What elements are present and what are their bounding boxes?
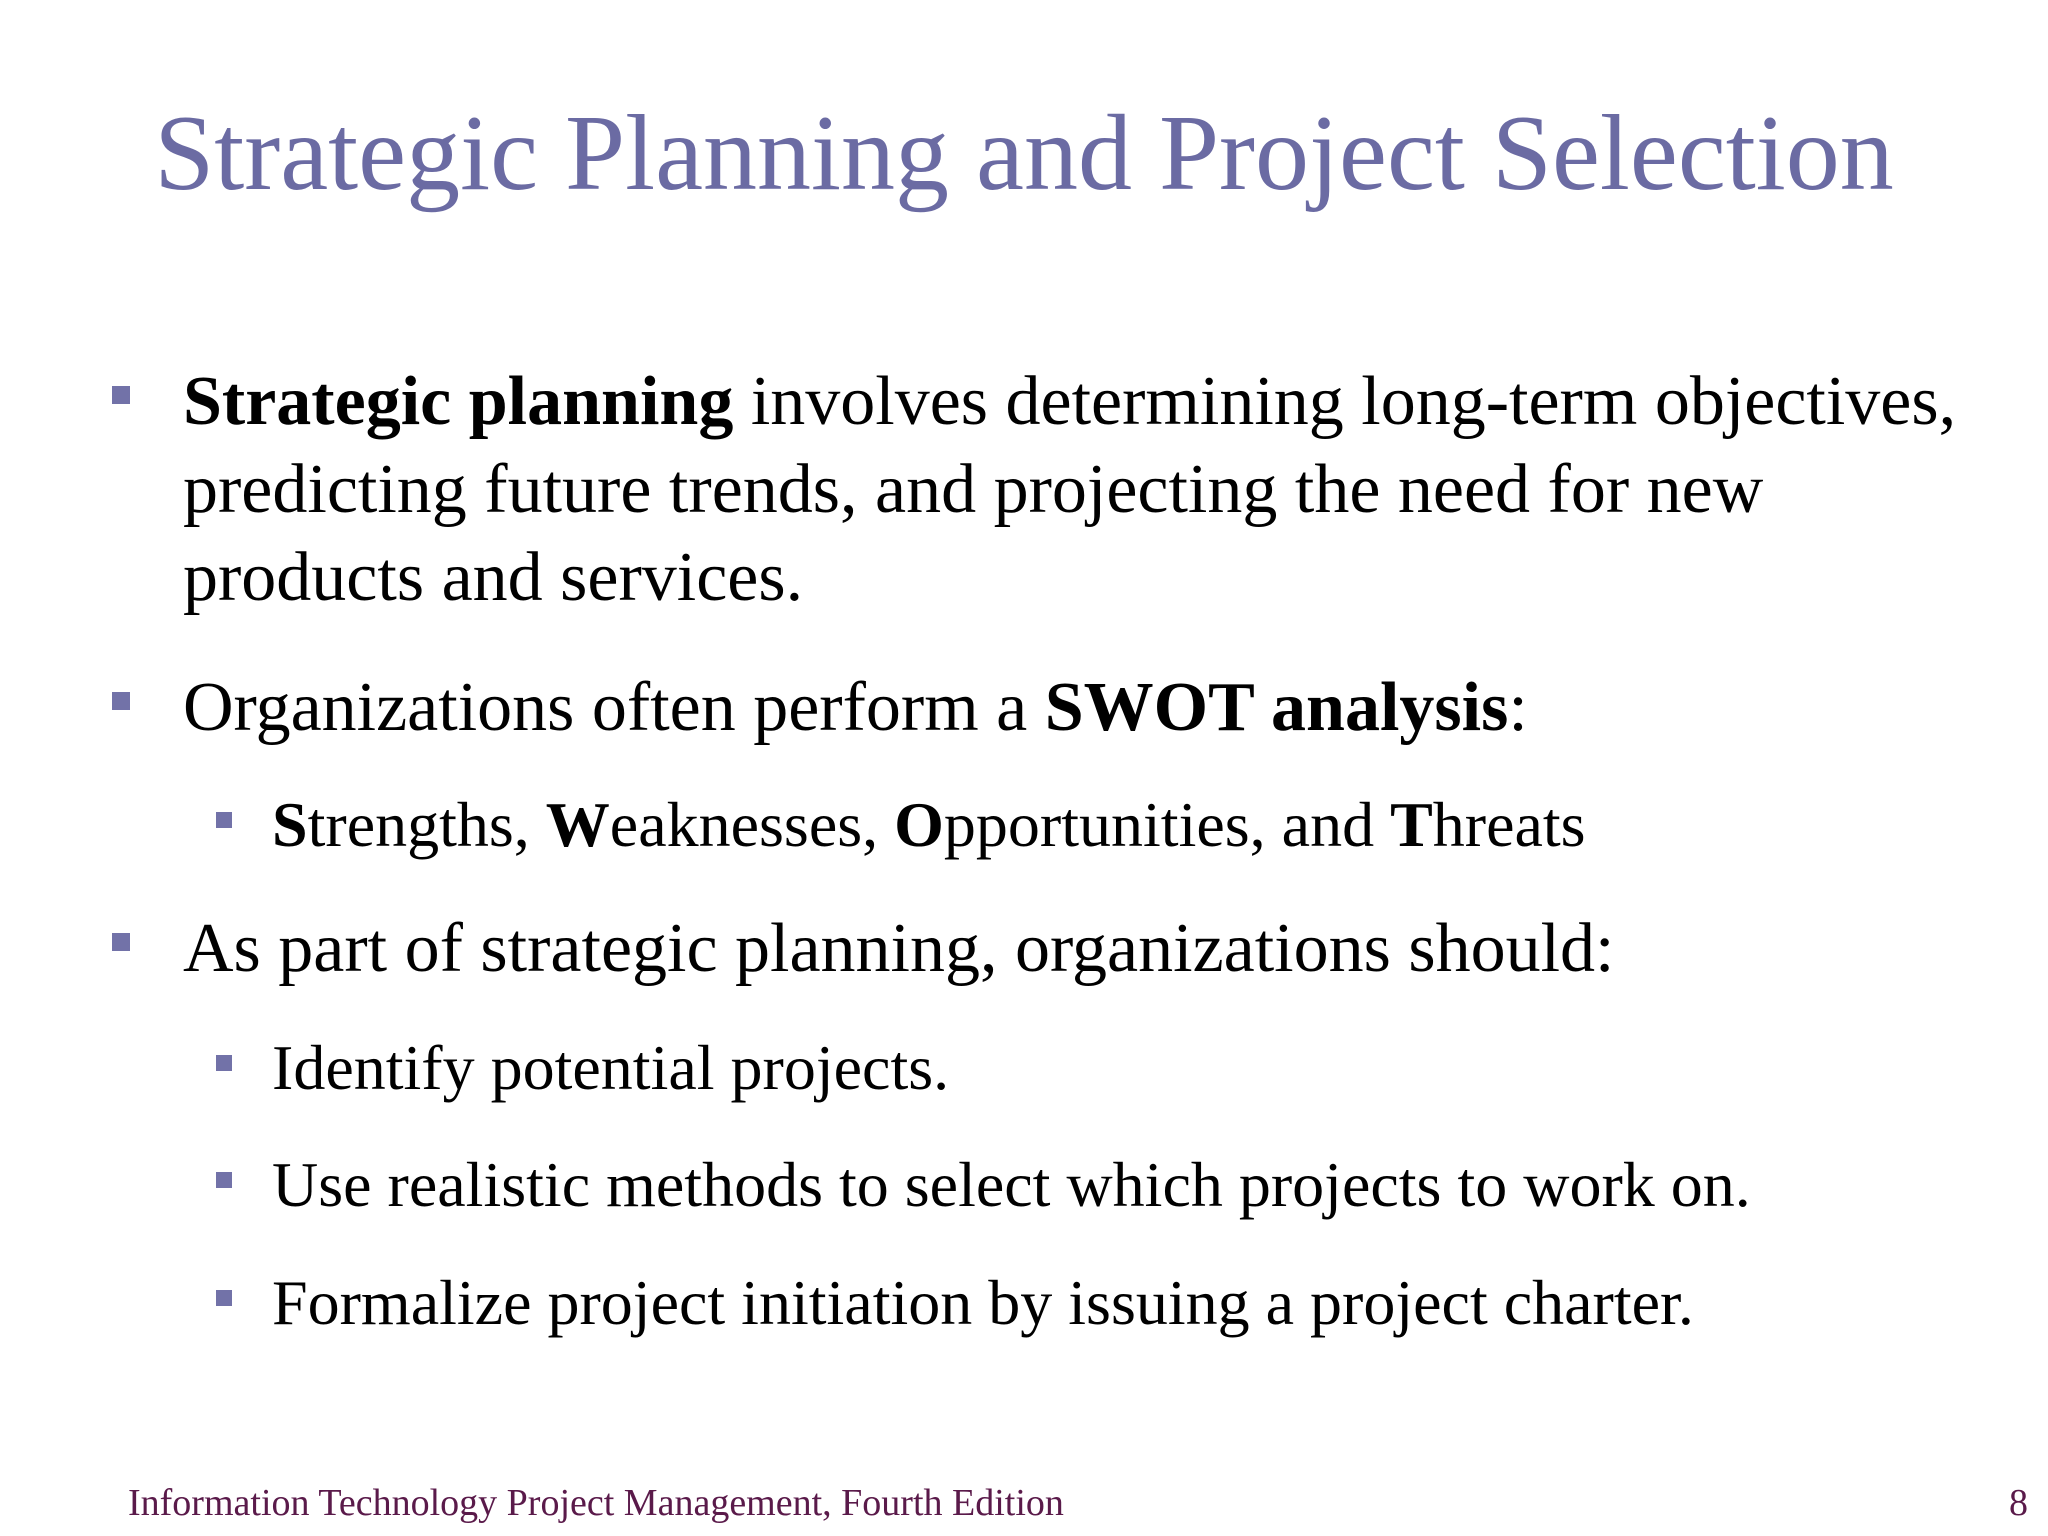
sub-bullet-square-icon [216, 1172, 232, 1188]
sub-bullet-identify: Identify potential projects. [272, 1032, 950, 1103]
bullet-square-icon [112, 933, 130, 951]
sub-bullet-select: Use realistic methods to select which projects to work on. [272, 1149, 1751, 1220]
sub-bullet-formalize: Formalize project initiation by issuing a project charter. [272, 1267, 1694, 1338]
bullet-1-body: involves determining long-term objectives, predicting future trends, and projecting the need for new products and services. [183, 363, 1957, 616]
bullet-square-icon [112, 692, 130, 710]
swot-o: O [894, 789, 944, 860]
swot-sub-bullet-text [272, 785, 1586, 865]
swot-w: W [545, 789, 610, 860]
bullet-1-text [183, 358, 1983, 622]
bullet-2-pre: Organizations often perform a [183, 669, 1045, 746]
bullet-2-text [183, 664, 1528, 752]
slide-title: Strategic Planning and Project Selection [154, 94, 1894, 213]
swot-opportunities: pportunities, and [943, 789, 1391, 860]
bullet-2-bold: SWOT analysis [1044, 669, 1509, 746]
bullet-1-bold: Strategic planning [183, 363, 734, 440]
sub-bullet-square-icon [216, 1055, 232, 1071]
sub-bullet-square-icon [216, 1290, 232, 1306]
bullet-2-post: : [1508, 669, 1528, 746]
swot-threats: hreats [1432, 789, 1586, 860]
swot-s: S [272, 789, 308, 860]
footer-page-number: 8 [2009, 1482, 2028, 1524]
sub-bullet-square-icon [216, 812, 232, 828]
swot-strengths: trengths, [307, 789, 546, 860]
bullet-square-icon [112, 386, 130, 404]
swot-weaknesses: eaknesses, [609, 789, 895, 860]
swot-t: T [1390, 789, 1433, 860]
footer-book-title: Information Technology Project Management, Fourth Edition [128, 1482, 1064, 1524]
bullet-3-text: As part of strategic planning, organizations should: [183, 910, 1615, 987]
